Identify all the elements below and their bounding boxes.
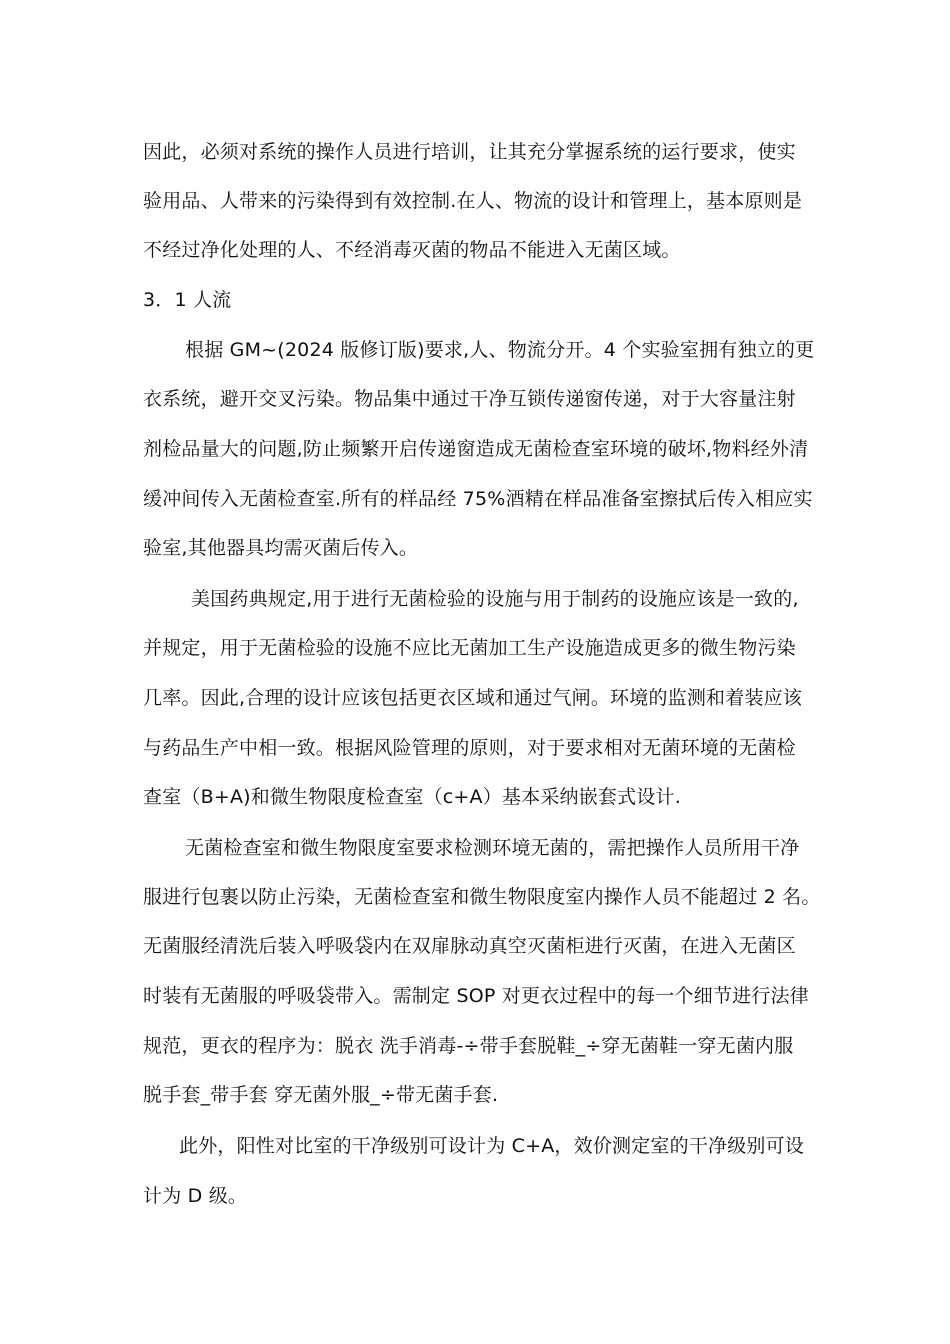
- text-line-20: 脱手套_带手套 穿无菌外服_÷带无菌手套.: [143, 1084, 499, 1106]
- text-line-1: 因此，必须对系统的操作人员进行培训，让其充分掌握系统的运行要求，使实: [143, 141, 796, 163]
- text-line-12: 几率。因此,合理的设计应该包括更衣区域和通过气闸。环境的监测和着装应该: [143, 687, 803, 709]
- text-line-22: 计为 D 级。: [143, 1185, 248, 1207]
- text-line-6: 衣系统，避开交叉污染。物品集中通过干净互锁传递窗传递，对于大容量注射: [143, 388, 796, 410]
- text-line-10: 美国药典规定,用于进行无菌检验的设施与用于制药的设施应该是一致的,: [191, 588, 799, 610]
- text-line-19: 规范，更衣的程序为：脱衣 洗手消毒-÷带手套脱鞋_÷穿无菌鞋一穿无菌内服: [143, 1035, 794, 1057]
- text-line-7: 剂检品量大的问题,防止频繁开启传递窗造成无菌检查室环境的破坏,物料经外清: [143, 438, 809, 460]
- text-line-2: 验用品、人带来的污染得到有效控制.在人、物流的设计和管理上，基本原则是: [143, 190, 803, 212]
- text-line-17: 无菌服经清洗后装入呼吸袋内在双扉脉动真空灭菌柜进行灭菌，在进入无菌区: [143, 935, 796, 957]
- section-heading: 3．1 人流: [143, 289, 232, 311]
- text-line-18: 时装有无菌服的呼吸袋带入。需制定 SOP 对更衣过程中的每一个细节进行法律: [143, 985, 809, 1007]
- text-line-9: 验室,其他器具均需灭菌后传入。: [143, 537, 419, 559]
- text-line-8: 缓冲间传入无菌检查室.所有的样品经 75%酒精在样品准备室擦拭后传入相应实: [143, 488, 813, 510]
- text-line-21: 此外，阳性对比室的干净级别可设计为 C+A，效价测定室的干净级别可设: [179, 1135, 805, 1157]
- text-line-15: 无菌检查室和微生物限度室要求检测环境无菌的，需把操作人员所用干净: [185, 837, 800, 859]
- text-line-11: 并规定，用于无菌检验的设施不应比无菌加工生产设施造成更多的微生物污染: [143, 637, 796, 659]
- text-line-16: 服进行包裹以防止污染，无菌检查室和微生物限度室内操作人员不能超过 2 名。: [143, 886, 821, 908]
- text-line-14: 查室（B+A)和微生物限度检查室（c+A）基本采纳嵌套式设计.: [143, 786, 681, 808]
- text-line-3: 不经过净化处理的人、不经消毒灭菌的物品不能进入无菌区域。: [143, 239, 681, 261]
- text-line-5: 根据 GM~(2024 版修订版)要求,人、物流分开。4 个实验室拥有独立的更: [185, 339, 815, 361]
- text-line-13: 与药品生产中相一致。根据风险管理的原则，对于要求相对无菌环境的无菌检: [143, 737, 796, 759]
